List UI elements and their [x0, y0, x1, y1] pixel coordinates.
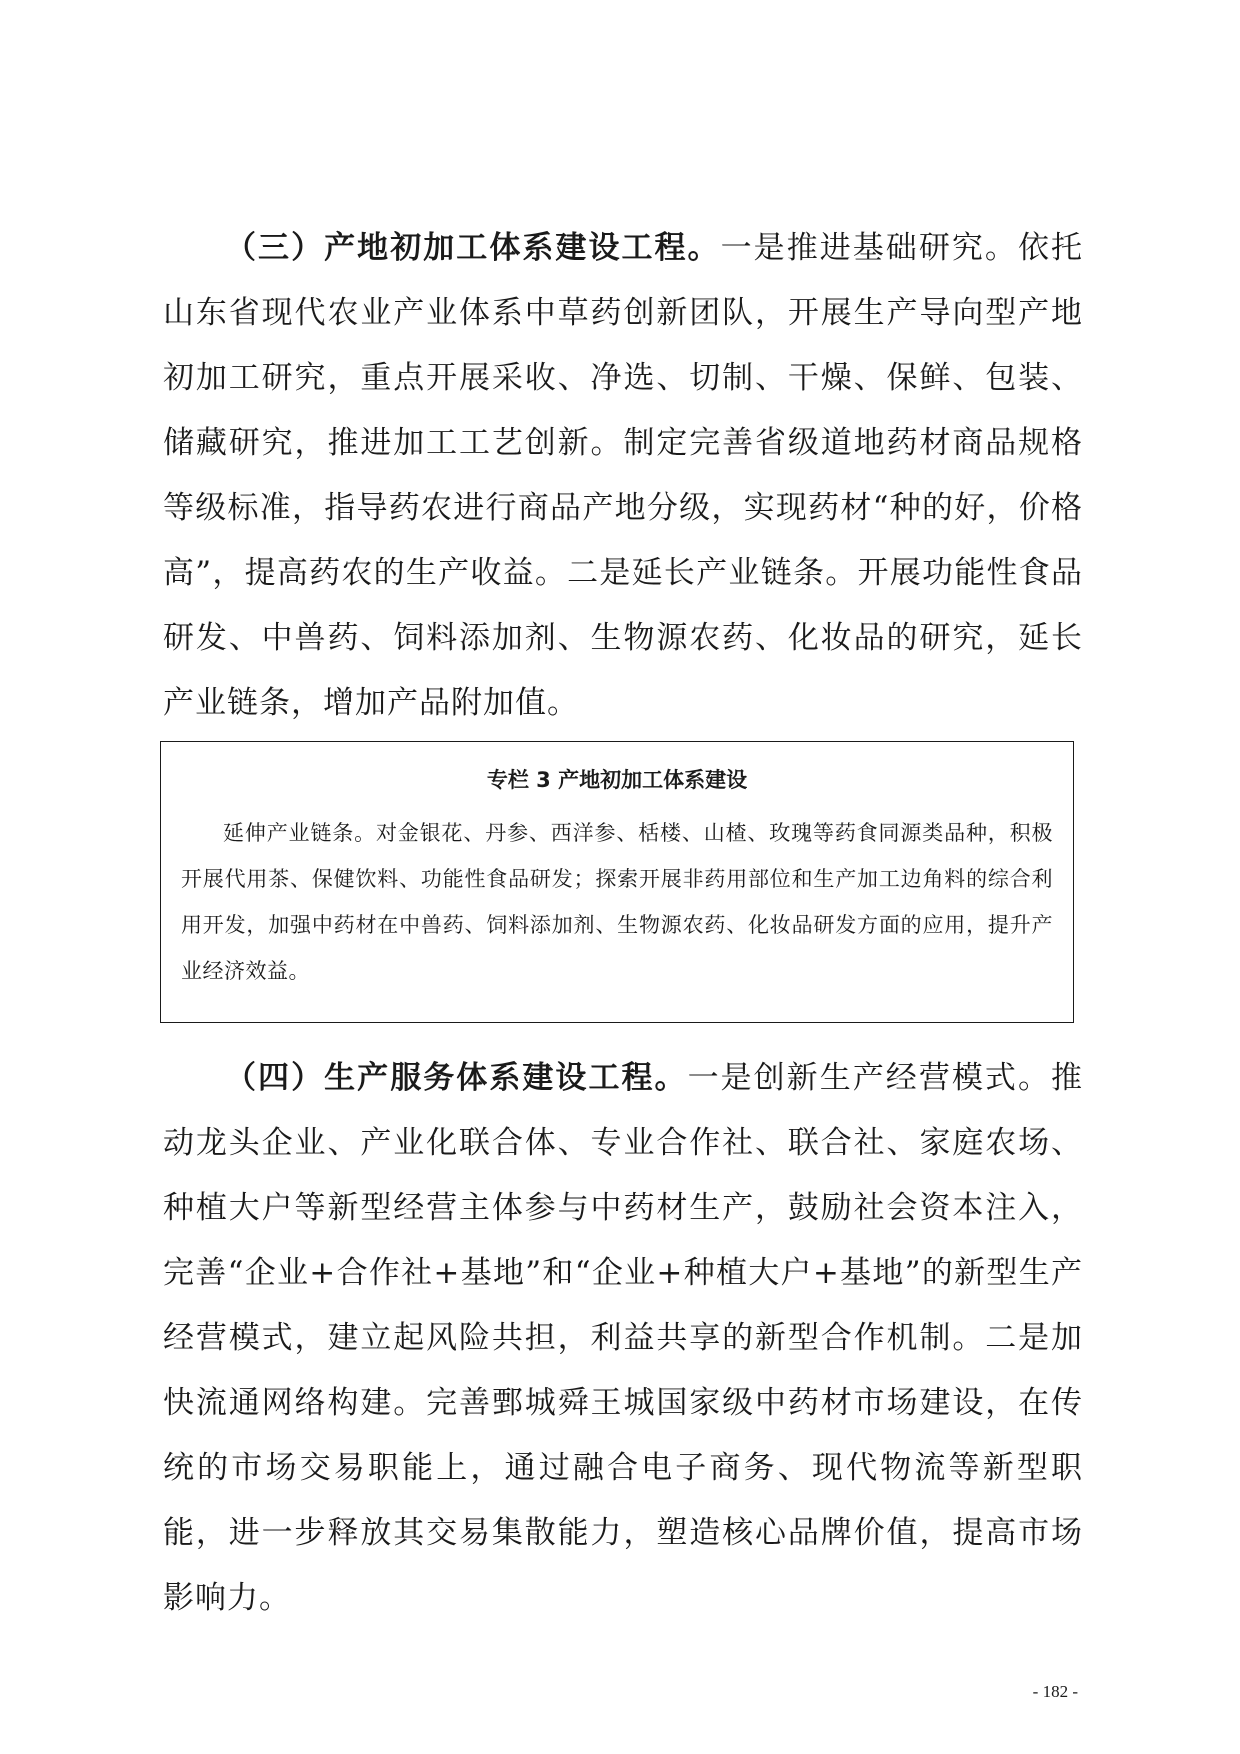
sidebar-box [160, 741, 1074, 1023]
section-3-heading: （三）产地初加工体系建设工程。 [225, 230, 721, 266]
section-4-paragraph [163, 1046, 1083, 1631]
section-3-paragraph [163, 216, 1083, 736]
sidebar-body: 延伸产业链条。对金银花、丹参、西洋参、栝楼、山楂、玫瑰等药食同源类品种，积极开展代用茶、保健饮料、功能性食品研发；探索开展非药用部位和生产加工边角料的综合利用开发，加强中药材在中兽药、饲料添加剂、生物源农药、化妆品研发方面的应用，提升产业经济效益。 [181, 821, 1053, 983]
page-number: - 182 - [1032, 1682, 1078, 1701]
section-4-heading: （四）生产服务体系建设工程。 [225, 1060, 688, 1096]
section-4-body: 一是创新生产经营模式。推动龙头企业、产业化联合体、专业合作社、联合社、家庭农场、种植大户等新型经营主体参与中药材生产，鼓励社会资本注入，完善“企业+合作社+基地”和“企业+种植大户+基地”的新型生产经营模式，建立起风险共担，利益共享的新型合作机制。二是加快流通网络构建。完善鄄城舜王城国家级中药材市场建设，在传统的市场交易职能上，通过融合电子商务、现代物流等新型职能，进一步释放其交易集散能力，塑造核心品牌价值，提高市场影响力。 [163, 1060, 1084, 1616]
section-3-body: 一是推进基础研究。依托山东省现代农业产业体系中草药创新团队，开展生产导向型产地初加工研究，重点开展采收、净选、切制、干燥、保鲜、包装、储藏研究，推进加工工艺创新。制定完善省级道地药材商品规格等级标准，指导药农进行商品产地分级，实现药材“种的好，价格高”，提高药农的生产收益。二是延长产业链条。开展功能性食品研发、中兽药、饲料添加剂、生物源农药、化妆品的研究，延长产业链条，增加产品附加值。 [163, 230, 1084, 721]
sidebar-title: 专栏 3 产地初加工体系建设 [486, 768, 748, 792]
